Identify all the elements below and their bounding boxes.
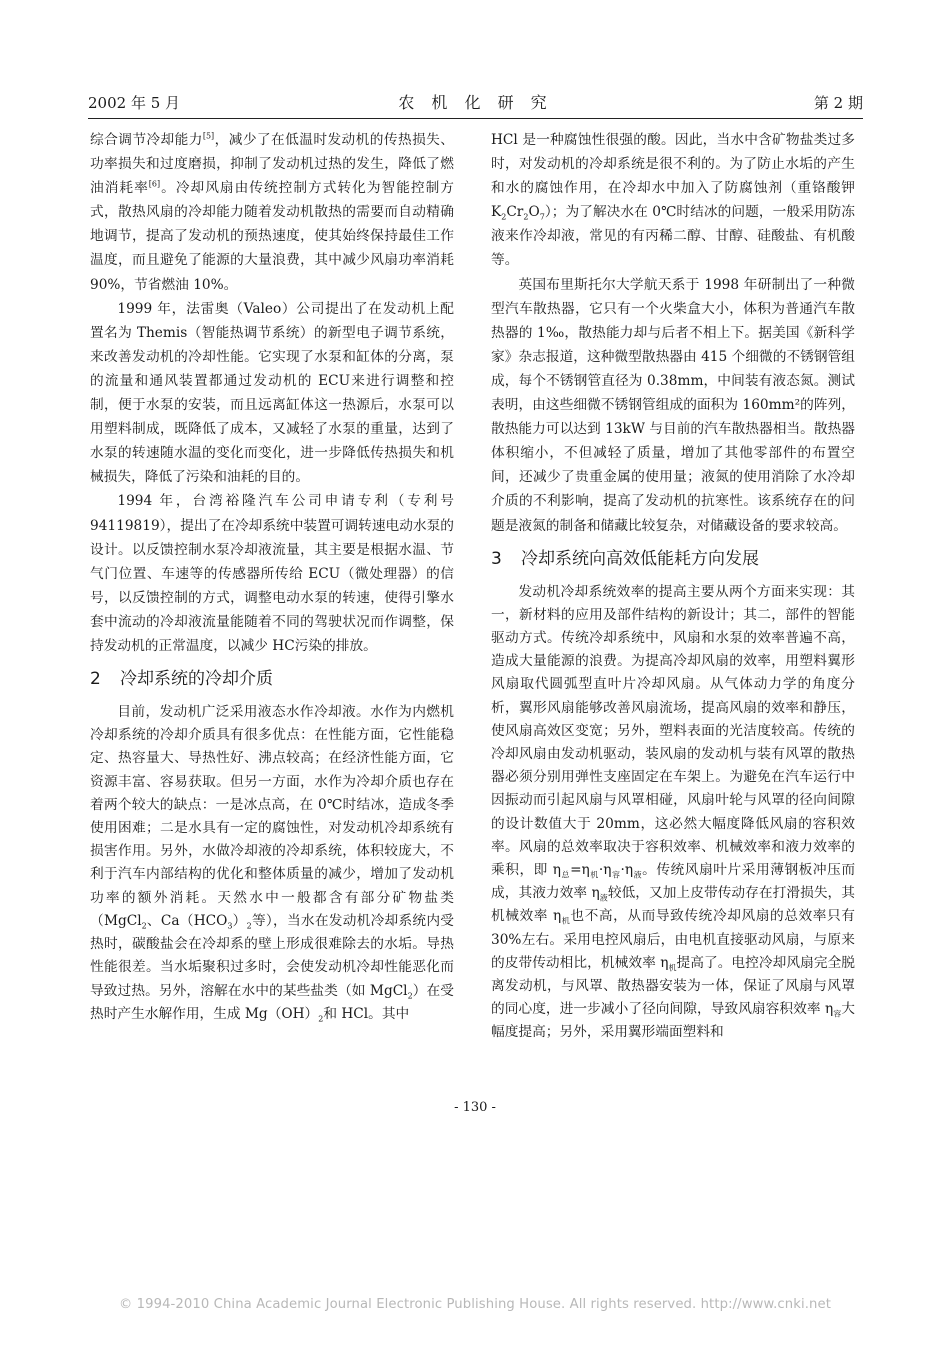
paragraph: 1999 年，法雷奥（Valeo）公司提出了在发动机上配置名为 Themis（智能热调节系统）的新型电子调节系统，来改善发动机的冷却性能。它实现了水泵和缸体的分离，泵的流量和通风装置都通过发动机的 ECU来进行调整和控制，便于水泵的安装，而且远离缸体这一热源后，水泵可以用塑料制成，既降低了成本，又减轻了水泵的重量，达到了水泵的转速随水温的变化而变化，进一步降低传热损失和机械损失，降低了污染和油耗的目的。 <box>90 300 454 486</box>
running-header <box>88 90 863 116</box>
journal-title: 农 机 化 研 究 <box>398 93 553 112</box>
paragraph: 综合调节冷却能力[5]，减少了在低温时发动机的传热损失、功率损失和过度磨损，抑制了发动机过热的发生，降低了燃油消耗率[6]。冷却风扇由传统控制方式转化为智能控制方式，散热风扇的冷却能力随着发动机散热的需要而自动精确地调节，提高了发动机的预热速度，使其始终保持最佳工作温度，而且避免了能源的大量浪费，其中减少风扇功率消耗 90%，节省燃油 10%。 <box>90 131 454 293</box>
issue-number: 第 2 期 <box>813 94 863 112</box>
citation-ref: [6] <box>148 179 161 189</box>
right-column <box>491 128 855 1045</box>
issue-date: 2002 年 5 月 <box>88 94 181 112</box>
copyright-footer: © 1994-2010 China Academic Journal Electronic Publishing House. All rights reserved. http://www.cnki.net <box>119 1297 831 1312</box>
section-title: 冷却系统向高效低能耗方向发展 <box>521 548 759 569</box>
page-number: - 130 - <box>454 1100 496 1115</box>
header-rule <box>88 118 863 119</box>
left-column <box>90 128 454 1026</box>
paragraph: 英国布里斯托尔大学航天系于 1998 年研制出了一种微型汽车散热器，它只有一个火柴盒大小，体积为普通汽车散热器的 1‰，散热能力却与后者不相上下。据美国《新科学家》杂志报道，这种微型散热器由 415 个细微的不锈钢管组成，每个不锈钢管直径为 0.38mm，中间装有液态氮。测试表明，由这些细微不锈钢管组成的面积为 160mm²的阵列，散热能力可以达到 13kW 与目前的汽车散热器相当。散热器体积缩小，不但减轻了质量，增加了其他零部件的布置空间，还减少了贵重金属的使用量；液氮的使用消除了水冷却介质的不利影响，提高了发动机的抗寒性。该系统存在的问题是液氮的制备和储藏比较复杂，对储藏设备的要求较高。 <box>491 276 855 534</box>
paragraph: HCl 是一种腐蚀性很强的酸。因此，当水中含矿物盐类过多时，对发动机的冷却系统是很不利的。为了防止水垢的产生和水的腐蚀作用，在冷却水中加入了防腐蚀剂（重铬酸钾 $K_2Cr_2O_7$）；为了解决水在 0℃时结冰的问题，一般采用防冻液来作冷却液，常见的有丙稀二醇、甘醇、硅酸盐、有机酸等。 <box>491 132 855 269</box>
citation-ref: [5] <box>202 131 215 141</box>
section-title: 冷却系统的冷却介质 <box>120 669 273 690</box>
paragraph: 发动机冷却系统效率的提高主要从两个方面来实现：其一，新材料的应用及部件结构的新设计；其二，部件的智能驱动方式。传统冷却系统中，风扇和水泵的效率普遍不高，造成大量能源的浪费。为提高冷却风扇的效率，用塑料翼形风扇取代圆弧型直叶片冷却风扇。从气体动力学的角度分析，翼形风扇能够改善风扇流场，提高风扇的效率和静压，使风扇高效区变宽；另外，塑料表面的光洁度较高。传统的冷却风扇由发动机驱动，装风扇的发动机与装有风罩的散热器必须分别用弹性支座固定在车架上。为避免在汽车运行中因振动而引起风扇与风罩相碰，风扇叶轮与风罩的径向间隙的设计数值大于 20mm，这必然大幅度降低风扇的容积效率。风扇的总效率取决于容积效率、机械效率和液力效率的乘积，即 $\eta_总=\eta_机\cdot\eta_容\cdot\eta_液$。传统风扇叶片采用薄钢板冲压而成，其液力效率 $\eta_液$较低，又加上皮带传动存在打滑损失，其机械效率 $\eta_机$也不高，从而导致传统冷却风扇的总效率只有 30%左右。采用电控风扇后，由电机直接驱动风扇，与原来的皮带传动相比，机械效率 $\eta_机$提高了。电控冷却风扇完全脱离发动机，与风罩、散热器安装为一体，保证了风扇与风罩的同心度，进一步减小了径向间隙，导致风扇容积效率 $\eta_容$大幅度提高；另外，采用翼形端面塑料和 <box>491 583 856 1041</box>
section-heading <box>90 664 454 694</box>
section-number: 3 <box>491 548 502 569</box>
section-heading <box>491 544 855 574</box>
paragraph: 1994 年，台湾裕隆汽车公司申请专利（专利号 94119819），提出了在冷却系统中装置可调转速电动水泵的设计。以反馈控制水泵冷却液流量，其主要是根据水温、节气门位置、车速等的传感器所传给 ECU（微处理器）的信号，以反馈控制的方式，调整电动水泵的转速，使得引擎水套中流动的冷却液流量能随着不同的驾驶状况而作调整，保持发动机的正常温度，以减少 HC污染的排放。 <box>90 493 454 654</box>
paragraph: 目前，发动机广泛采用液态水作冷却液。水作为内燃机冷却系统的冷却介质具有很多优点：在性能方面，它性能稳定、热容量大、导热性好、沸点较高；在经济性能方面，它资源丰富、容易获取。但另一方面，水作为冷却介质也存在着两个较大的缺点：一是冰点高，在 0℃时结冰，造成冬季使用困难；二是水具有一定的腐蚀性，对发动机冷却系统有损害作用。另外，水做冷却液的冷却系统，体积较庞大，不利于汽车内部结构的优化和整体质量的减少，增加了发动机功率的额外消耗。天然水中一般都含有部分矿物盐类（MgCl$_2$、$Ca(HCO_3)_2$等），当水在发动机冷却系统内受热时，碳酸盐会在冷却系的壁上形成很难除去的水垢。导热性能很差。当水垢聚积过多时，会使发动机冷却性能恶化而导致过热。另外，溶解在水中的某些盐类（如 MgCl$_2$）在受热时产生水解作用，生成 $Mg(OH)_2$和 HCl。其中 <box>90 704 454 1024</box>
section-number: 2 <box>90 669 101 690</box>
